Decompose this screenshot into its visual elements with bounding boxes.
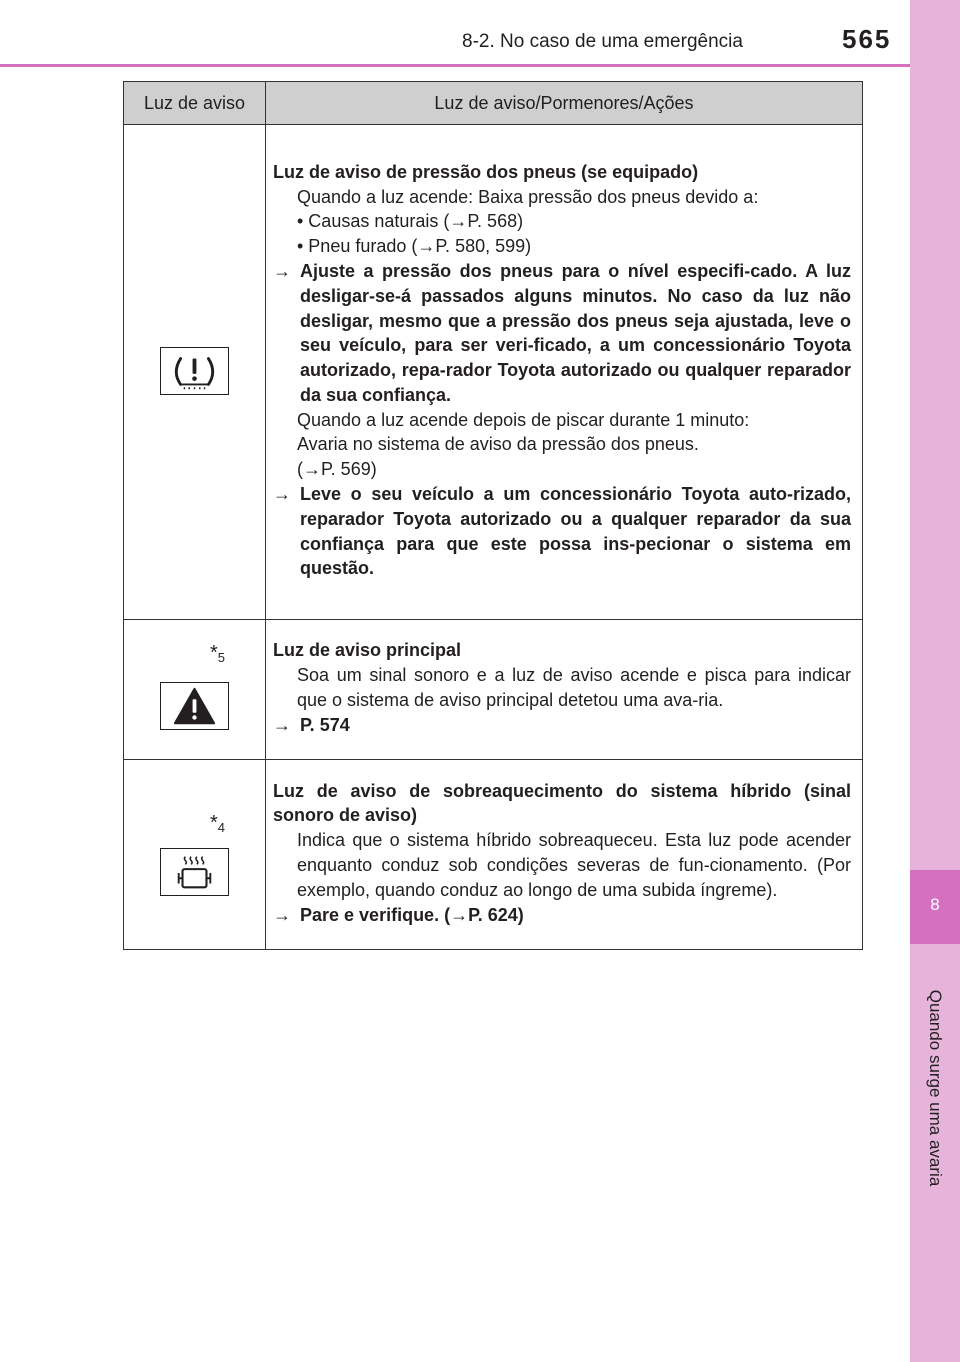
header-warning-light: Luz de aviso	[124, 82, 266, 125]
row-action	[273, 713, 851, 738]
action-text: Leve o seu veículo a um concessionário Toyota auto-rizado, reparador Toyota autorizado ou a qualquer reparador da sua confiança para que este possa ins-pecionar o sistema em questão.	[300, 484, 851, 579]
master-warning-icon	[160, 682, 229, 730]
table-row-hybrid-overheat	[124, 760, 863, 950]
row-cause: Quando a luz acende: Baixa pressão dos pneus devido a:	[297, 186, 759, 207]
row-cause: Quando a luz acende depois de piscar durante 1 minuto:	[297, 409, 750, 430]
table-row-tire-pressure	[124, 125, 863, 620]
bullet-item: • Causas naturais (→P. 568)	[297, 211, 524, 232]
row-cause-reference: (→P. 569)	[297, 459, 377, 480]
hybrid-overheat-warning-icon	[160, 848, 229, 896]
description-cell	[266, 620, 863, 760]
row-title: Luz de aviso de sobreaquecimento do sistema híbrido (sinal sonoro de aviso)	[273, 780, 851, 826]
row-action	[273, 903, 851, 928]
warning-light-table	[123, 81, 863, 950]
chapter-title: Quando surge uma avaria	[926, 989, 945, 1187]
arrow-icon: →	[273, 904, 291, 925]
icon-cell	[124, 125, 266, 620]
description-cell	[266, 125, 863, 620]
section-title: 8-2. No caso de uma emergência	[462, 31, 743, 52]
arrow-icon: →	[273, 484, 291, 505]
row-cause-detail: Avaria no sistema de aviso da pressão dos pneus.	[297, 434, 699, 455]
footnote-marker: $*_4$	[209, 812, 225, 835]
tire-pressure-warning-icon	[160, 347, 229, 395]
row-description: Soa um sinal sonoro e a luz de aviso acende e pisca para indicar que o sistema de aviso principal detetou uma ava-ria.	[297, 665, 851, 710]
arrow-icon: →	[273, 260, 291, 281]
action-text: Pare e verifique. (→P. 624)	[300, 904, 524, 925]
page-number: 565	[842, 24, 892, 54]
arrow-icon: →	[273, 714, 291, 735]
row-action	[273, 259, 851, 408]
header-details: Luz de aviso/Pormenores/Ações	[266, 82, 863, 125]
icon-cell	[124, 760, 266, 950]
icon-cell	[124, 620, 266, 760]
bullet-item: • Pneu furado (→P. 580, 599)	[297, 236, 532, 257]
row-action	[273, 482, 851, 581]
chapter-number: 8	[930, 895, 940, 914]
footnote-marker: $*_5$	[209, 642, 225, 665]
row-title: Luz de aviso principal	[273, 640, 462, 661]
row-title: Luz de aviso de pressão dos pneus (se equipado)	[273, 161, 699, 182]
action-text: P. 574	[300, 714, 350, 735]
action-text: Ajuste a pressão dos pneus para o nível especifi-cado. A luz desligar-se-á passados alguns minutos. No caso da luz não desligar, mesmo que a pressão dos pneus seja ajustada, leve o seu veículo, para ser veri-ficado, a um concessionário Toyota autorizado, repa-rador Toyota autorizado ou qualquer reparador da sua confiança.	[300, 260, 851, 405]
table-row-master-warning	[124, 620, 863, 760]
header-rule	[0, 64, 910, 67]
row-description: Indica que o sistema híbrido sobreaqueceu. Esta luz pode acender enquanto conduz sob condições severas de fun-cionamento. (Por exemplo, quando conduz ao longo de uma subida íngreme).	[297, 830, 851, 900]
description-cell	[266, 760, 863, 950]
table-header-row	[124, 82, 863, 125]
